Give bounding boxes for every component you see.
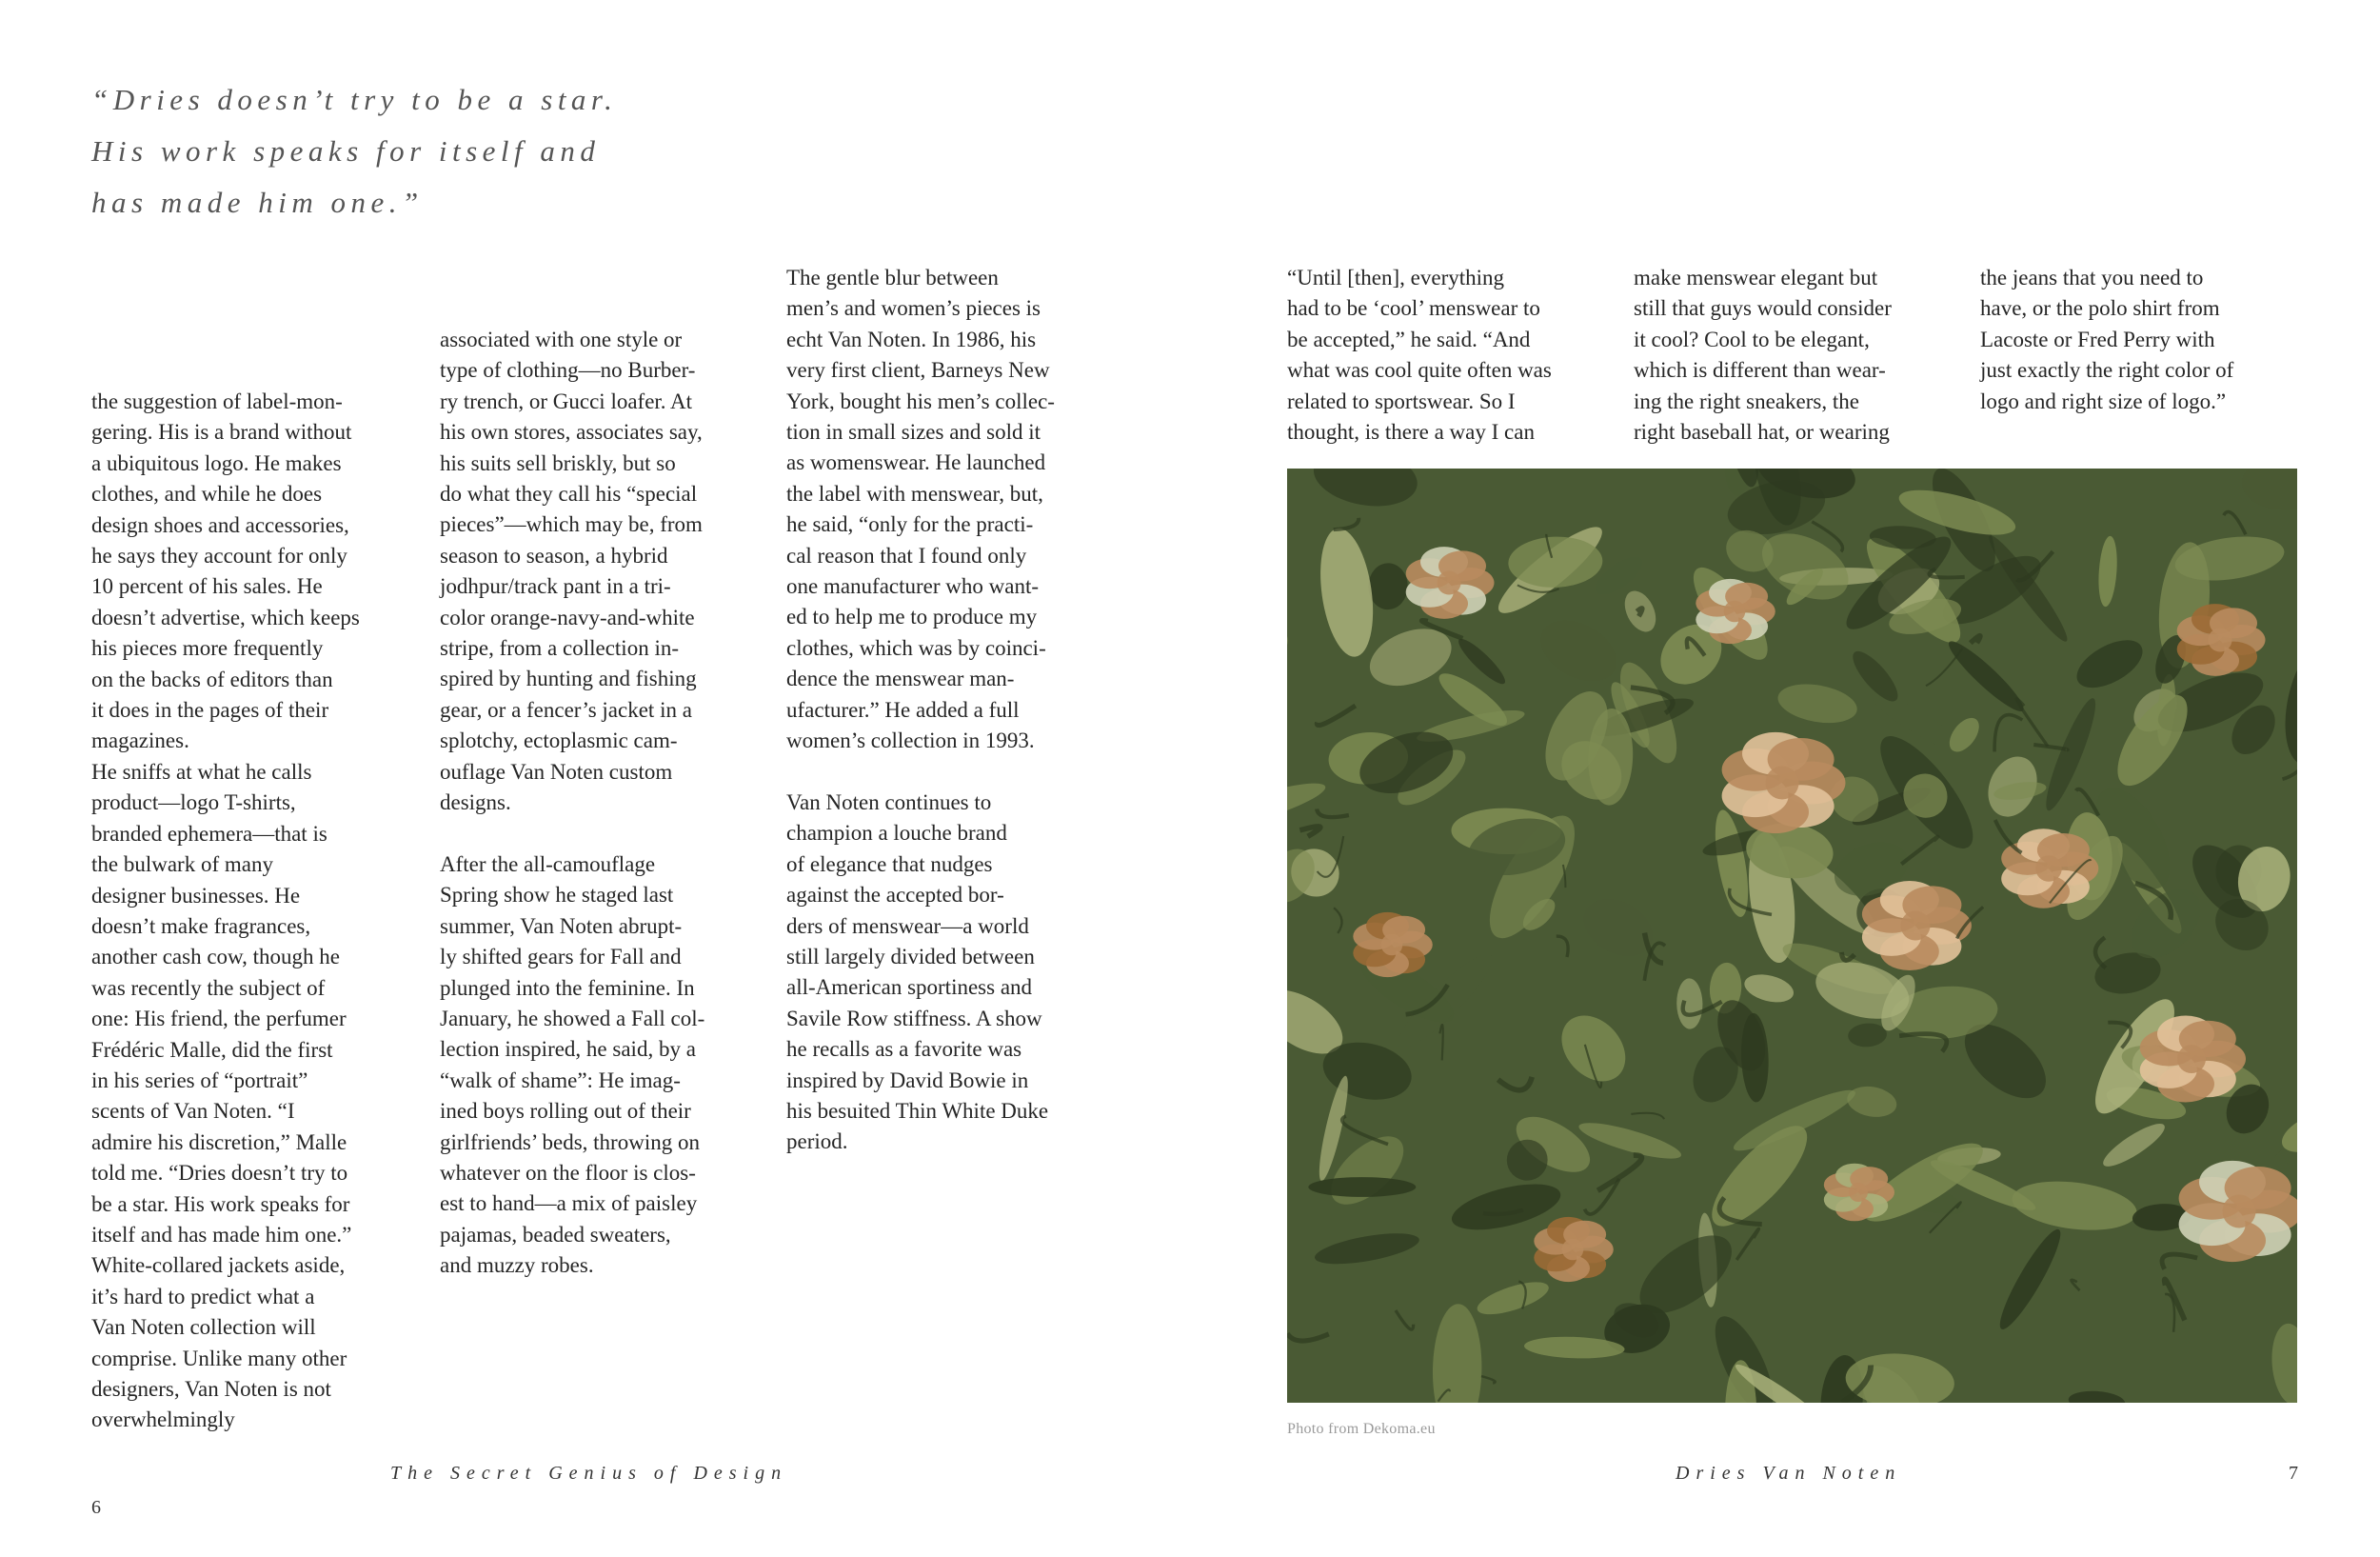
text-line: still largely divided between (786, 944, 1035, 968)
text-line: est to hand—a mix of paisley (440, 1191, 698, 1216)
pull-quote-line: “Dries doesn’t try to be a star. (91, 83, 618, 116)
text-line: The gentle blur between (786, 266, 999, 289)
text-line: gear, or a fencer’s jacket in a (440, 697, 692, 722)
text-line: echt Van Noten. In 1986, his (786, 327, 1037, 351)
text-line: whatever on the floor is clos- (440, 1160, 696, 1185)
text-line: do what they call his “special (440, 482, 698, 507)
text-line: summer, Van Noten abrupt- (440, 913, 683, 938)
floral-tapestry-image (1287, 469, 2297, 1403)
text-line: the suggestion of label-mon- (91, 389, 343, 413)
text-line: he recalls as a favorite was (786, 1037, 1022, 1062)
text-line: be accepted,” he said. “And (1287, 327, 1531, 351)
text-line: his pieces more frequently (91, 636, 324, 661)
text-line: just exactly the right color of (1980, 358, 2234, 383)
body-column-4 (1287, 263, 1616, 448)
text-line: He sniffs at what he calls (91, 759, 312, 784)
text-line: pieces”—which may be, from (440, 512, 703, 537)
text-line: color orange-navy-and-white (440, 605, 695, 629)
text-line: doesn’t make fragrances, (91, 913, 311, 938)
body-column-3 (786, 263, 1115, 1158)
text-line: ed to help me to produce my (786, 605, 1038, 629)
text-line: men’s and women’s pieces is (786, 296, 1041, 321)
paragraph (786, 263, 1115, 757)
text-line: right baseball hat, or wearing (1634, 420, 1890, 445)
text-line: women’s collection in 1993. (786, 729, 1035, 753)
pull-quote-line: has made him one.” (91, 186, 424, 219)
text-line: on the backs of editors than (91, 667, 333, 691)
text-line: was recently the subject of (91, 975, 326, 1000)
text-line: one manufacturer who want- (786, 574, 1040, 599)
text-line: the bulwark of many (91, 852, 273, 877)
text-line: cal reason that I found only (786, 543, 1027, 568)
text-line: he said, “only for the practi- (786, 512, 1034, 537)
text-line: season to season, a hybrid (440, 543, 668, 568)
text-line: very first client, Barneys New (786, 358, 1050, 383)
text-line: scents of Van Noten. “I (91, 1099, 295, 1124)
body-column-6 (1980, 263, 2309, 417)
text-line: pajamas, beaded sweaters, (440, 1222, 671, 1247)
text-line: lection inspired, he said, by a (440, 1037, 696, 1062)
text-line: designer businesses. He (91, 883, 301, 908)
text-line: plunged into the feminine. In (440, 975, 695, 1000)
text-line: against the accepted bor- (786, 883, 1004, 908)
pull-quote-line: His work speaks for itself and (91, 134, 601, 168)
text-line: York, bought his men’s collec- (786, 389, 1055, 413)
text-line: admire his discretion,” Malle (91, 1129, 347, 1154)
text-line: product—logo T-shirts, (91, 790, 296, 815)
text-line: period. (786, 1129, 848, 1154)
text-line: gering. His is a brand without (91, 420, 352, 445)
text-line: his besuited Thin White Duke (786, 1098, 1049, 1123)
text-line: related to sportswear. So I (1287, 389, 1516, 413)
text-line: jodhpur/track pant in a tri- (440, 574, 671, 599)
text-line: designers, Van Noten is not (91, 1377, 331, 1401)
text-line: another cash cow, though he (91, 945, 341, 969)
text-line: Lacoste or Fred Perry with (1980, 327, 2215, 351)
text-line: in his series of “portrait” (91, 1068, 308, 1092)
page-number-right: 7 (2289, 1463, 2298, 1484)
text-line: what was cool quite often was (1287, 358, 1552, 383)
text-line: tion in small sizes and sold it (786, 420, 1041, 445)
text-line: clothes, which was by coinci- (786, 635, 1046, 660)
pull-quote (91, 74, 682, 229)
paragraph (786, 788, 1115, 1158)
text-line: he says they account for only (91, 544, 347, 569)
text-line: branded ephemera—that is (91, 821, 327, 846)
text-line: the label with menswear, but, (786, 481, 1043, 506)
text-line: girlfriends’ beds, throwing on (440, 1129, 700, 1154)
text-line: “walk of shame”: He imag- (440, 1068, 681, 1092)
text-line: his suits sell briskly, but so (440, 450, 676, 475)
text-line: had to be ‘cool’ menswear to (1287, 296, 1540, 321)
text-line: ders of menswear—a world (786, 913, 1029, 938)
text-line: After the all-camouflage (440, 851, 656, 876)
text-line: make menswear elegant but (1634, 266, 1878, 289)
text-line: type of clothing—no Burber- (440, 358, 696, 383)
text-line: Savile Row stiffness. A show (786, 1006, 1042, 1030)
text-line: Frédéric Malle, did the first (91, 1037, 333, 1062)
text-line: designs. (440, 790, 511, 815)
text-line: Van Noten collection will (91, 1315, 316, 1340)
text-line: clothes, and while he does (91, 482, 323, 507)
text-line: Van Noten continues to (786, 789, 992, 814)
text-line: of elegance that nudges (786, 851, 993, 876)
text-line: be a star. His work speaks for (91, 1191, 350, 1216)
text-line: and muzzy robes. (440, 1253, 594, 1278)
text-line: a ubiquitous logo. He makes (91, 450, 342, 475)
text-line: inspired by David Bowie in (786, 1068, 1029, 1092)
text-line: the jeans that you need to (1980, 266, 2204, 289)
text-line: thought, is there a way I can (1287, 420, 1535, 445)
photo-credit: Photo from Dekoma.eu (1287, 1421, 1436, 1437)
text-line: magazines. (91, 729, 189, 753)
text-line: all-American sportiness and (786, 975, 1033, 1000)
text-line: logo and right size of logo.” (1980, 389, 2227, 413)
text-line: ouflage Van Noten custom (440, 759, 673, 784)
tapestry-photo (1287, 469, 2297, 1403)
text-line: it cool? Cool to be elegant, (1634, 327, 1870, 351)
running-title-left: The Secret Genius of Design (390, 1463, 788, 1484)
text-line: “Until [then], everything (1287, 266, 1505, 289)
text-line: it’s hard to predict what a (91, 1284, 315, 1308)
text-line: dence the menswear man- (786, 667, 1015, 691)
text-line: told me. “Dries doesn’t try to (91, 1161, 348, 1186)
body-column-1 (91, 387, 420, 1436)
body-column-2 (440, 325, 768, 1282)
text-line: ufacturer.” He added a full (786, 697, 1020, 722)
text-line: ined boys rolling out of their (440, 1099, 691, 1124)
text-line: still that guys would consider (1634, 296, 1892, 321)
text-line: it does in the pages of their (91, 698, 329, 723)
text-line: which is different than wear- (1634, 358, 1886, 383)
text-line: White-collared jackets aside, (91, 1253, 346, 1278)
text-line: 10 percent of his sales. He (91, 574, 323, 599)
paragraph (440, 849, 768, 1282)
text-line: Spring show he staged last (440, 883, 674, 908)
text-line: champion a louche brand (786, 821, 1007, 846)
text-line: associated with one style or (440, 328, 683, 351)
text-line: ly shifted gears for Fall and (440, 945, 682, 969)
text-line: have, or the polo shirt from (1980, 296, 2220, 321)
text-line: ing the right sneakers, the (1634, 389, 1859, 413)
text-line: ry trench, or Gucci loafer. At (440, 389, 693, 413)
body-column-5 (1634, 263, 1962, 448)
text-line: doesn’t advertise, which keeps (91, 605, 360, 629)
text-line: stripe, from a collection in- (440, 636, 680, 661)
text-line: spired by hunting and fishing (440, 667, 697, 691)
text-line: January, he showed a Fall col- (440, 1006, 705, 1030)
text-line: one: His friend, the perfumer (91, 1007, 347, 1031)
text-line: comprise. Unlike many other (91, 1346, 347, 1370)
text-line: as womenswear. He launched (786, 450, 1046, 475)
text-line: itself and has made him one.” (91, 1222, 352, 1247)
page-number-left: 6 (91, 1497, 101, 1518)
text-line: splotchy, ectoplasmic cam- (440, 729, 678, 753)
text-line: his own stores, associates say, (440, 420, 703, 445)
text-line: design shoes and accessories, (91, 512, 349, 537)
text-line: overwhelmingly (91, 1407, 235, 1432)
paragraph (440, 325, 768, 819)
running-title-right: Dries Van Noten (1676, 1463, 1902, 1484)
